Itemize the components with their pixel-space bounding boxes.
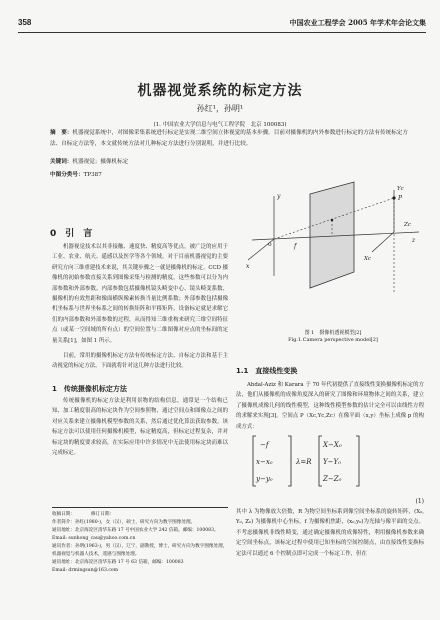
label-y: y: [277, 193, 281, 200]
section-heading-dlt: 1.1 直接线性变换: [236, 367, 298, 375]
label-yc: Yc: [397, 186, 404, 192]
equation-1: [252, 432, 422, 490]
image-plane: [310, 182, 354, 288]
footnote: [52, 507, 228, 575]
figure-caption: [238, 330, 428, 345]
figure-caption-en: Fig.1.Camera perspective model[2]: [288, 337, 378, 344]
eq-right-1: X−X₀: [323, 441, 342, 449]
point-p: [392, 196, 395, 199]
paper-title: 机器视觉系统的标定方法: [137, 83, 303, 99]
abstract-text: 机器视觉系统中，对图像采集系统进行标定是实现二维空间立体视觉的基本步骤。目前对摄像机的内外参数进行标定的方法有传统标定方法、自标定方法等，本文就传统方法对几种标定方法进行分别说明，并进行比较。: [50, 130, 409, 147]
footnote-line: 通讯地址：北京海淀区清华东路 17 号中国农业大学 242 信箱。邮编：100083。: [52, 528, 219, 533]
dlt-paragraph-2: 其中 λ 为物像放大倍数，R 为物空间坐标系到像空间坐标系的旋转矩阵，(X₀, Y₀, Z₀) 为摄像机中心坐标，f 为摄像机焦距，(x₀,y₀)为光轴与像平面的交点。不考虑摄像机非线性畸变，通过确定摄像机的成像特性，利用摄像机参数来确定空间坐标点，该标定过程中使用已知坐标的空间控制点，由直接线性变换标定法可以通过 6 个控制点即可完成一个标定工作，但在: [236, 509, 424, 557]
label-x: x: [246, 263, 250, 270]
page-number: 358: [18, 18, 32, 27]
footnote-line: 作者简介：孙红(1980-)，女（汉），硕士，研究方向为数字图像处理。: [52, 520, 196, 525]
eq-right-2: Y−Y₀: [323, 458, 341, 466]
abstract: [50, 128, 412, 150]
eq-right-3: Z−Z₀: [323, 475, 342, 483]
footnote-line: Email: drmingsun@163.com: [52, 568, 119, 573]
section-heading-traditional: 1 传统摄像机标定方法: [52, 385, 127, 393]
classification-text: TP387: [83, 172, 102, 178]
label-zc: Zc: [404, 222, 411, 228]
traditional-paragraph: 传统摄像机的标定方法是利用景物的结构信息，通常是一个结构已知、加工精度很高的标定块作为空间参照物，通过空间点和图像点之间的对应关系来建立摄像机模型参数的关系，然后通过优化算法获取参数。该标定方法可以使用任何摄像机模型，标定精度高，但标定过程复杂，并对标定块的精度要求较高，在实际应用中许多情况中无法使用标定块而难以完成标定。: [52, 398, 228, 457]
footnote-line: Email: sunhong_cau@yahoo.com.cn: [52, 536, 136, 541]
intro-paragraph-2: 目前，常用的摄像机标定方法有传统标定方法、自标定方法和基于主动视觉的标定方法，下面就将针对这几种方法进行比较。: [52, 353, 228, 370]
intro-paragraph-1: 机器视觉技术以其非接触、速度快、精度高等优点，被广泛的应用于工业、农业、航天、遥感以及医学等各个领域。对于目前机器视觉的主要研究方向三维重建技术来说，其关键步骤之一就是摄像机的标定。CCD 摄像机的初始参数直接关系到图像采集与检测的精度，这些参数可以分为内部参数和外部参数。内部参数包括摄像机镜头畸变中心、镜头畸变系数、摄像机的有效焦距和像面横纵像素转换当量比例系数；外部参数包括摄像机坐标系与世界坐标系之间的转换矩阵和平移矩阵。设备标定就是求解它们的内部参数和外部参数的过程，从而得知三维重构来研究三维空间特征点（或某一空间域的所有点）的空间位置与二维图像对应点的坐标间的定量关系[1]，如图 1 所示。: [52, 244, 229, 344]
image-point: [331, 219, 334, 222]
label-f: f: [294, 243, 297, 250]
footnote-line: 通讯地址：北京海淀区清华东路 17 号 63 信箱，邮编：100083: [52, 560, 184, 565]
figure-caption-cn: 图 1 摄像机透视模型[2]: [304, 330, 362, 336]
eq-left-1: −f: [260, 441, 269, 449]
camera-perspective-figure: [244, 176, 424, 316]
label-z: z: [412, 237, 416, 244]
eq-left-3: y−y₀: [256, 475, 273, 483]
equation-number: (1): [415, 498, 424, 505]
label-xc: Xc: [364, 256, 371, 262]
footnote-line: 通讯作者：孙明(1963-)，男（汉），辽宁，副教授，博士，研究方向为数字图像处理，机器视觉与机器人技术，遥感与图像处理。: [52, 544, 228, 557]
journal-title: 中国农业工程学会 2005 年学术年会论文集: [289, 18, 426, 27]
keywords-label: 关键词：: [50, 159, 73, 165]
paper-authors: 孙红¹，孙明¹: [196, 104, 244, 113]
eq-prefix: λ=R: [296, 458, 312, 466]
label-o: o: [268, 241, 272, 248]
abstract-label: 摘 要：: [50, 130, 73, 136]
classification: [50, 170, 102, 178]
world-axis: [372, 232, 394, 252]
right-matrix-left-bracket: [319, 436, 322, 486]
eq-left-2: x−x₀: [256, 458, 273, 466]
right-bracket: [288, 436, 291, 486]
classification-label: 中图分类号：: [50, 172, 84, 178]
running-header: [18, 12, 426, 33]
section-heading-intro: 0 引 言: [50, 229, 93, 239]
label-p: P: [398, 195, 403, 202]
dlt-paragraph-1: Abdal-Aziz 和 Karara 于 70 年代初提供了直接线性变换摄像机标定的方法，他们从摄像机的成像角度深入的研究了图像和环境物体之间的关系，建立了摄像机成像几何的线性模型，这种线性模型参数的估计完全可以由线性方程的求解来实现[3]。空间点 P（Xc,Yc,Zc）在像平面（x,y）坐标上成像 p 的构成方式：: [236, 382, 424, 430]
footnote-line: 收稿日期： 修订日期：: [52, 512, 115, 517]
keywords: [50, 157, 128, 165]
keywords-text: 机器视觉；摄像机标定: [72, 159, 129, 165]
right-matrix-right-bracket: [356, 436, 359, 486]
paper-affiliation: (1. 中国农业大学信息与电气工程学院 北京 100083): [153, 122, 287, 128]
